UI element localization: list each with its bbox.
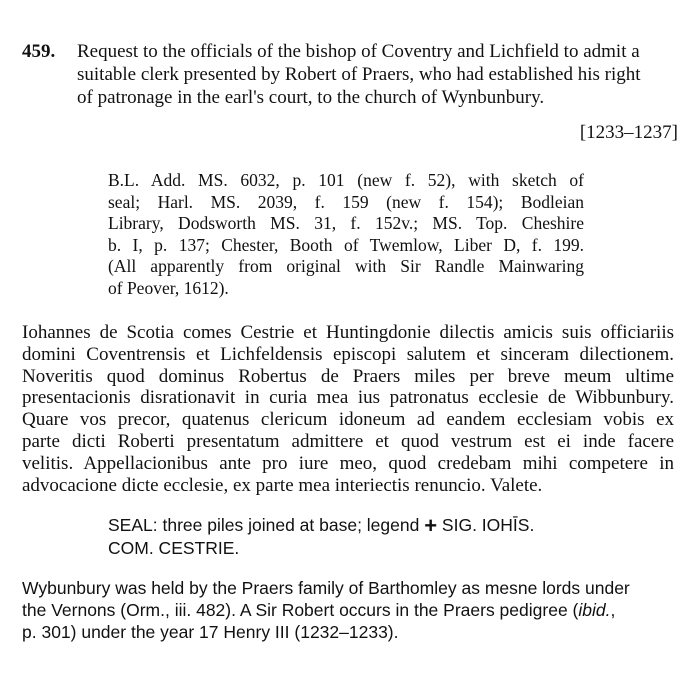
entry-summary-line-2: suitable clerk presented by Robert of Praers, who had established his right xyxy=(77,64,641,85)
latin-line: Noveritis quod dominus Robertus de Praers miles per breve meum ultime xyxy=(22,365,674,387)
cross-icon: + xyxy=(424,513,438,538)
source-line: B.L. Add. MS. 6032, p. 101 (new f. 52), with sketch of xyxy=(108,170,584,190)
source-line: of Peover, 1612). xyxy=(108,277,229,298)
note-line-3: p. 301) under the year 17 Henry III (1232–1233). xyxy=(22,622,399,642)
latin-line: Iohannes de Scotia comes Cestrie et Huntingdonie dilectis amicis suis officiariis xyxy=(22,322,674,343)
source-line: (All apparently from original with Sir Randle Mainwaring xyxy=(108,256,584,276)
note-line-2 xyxy=(22,599,684,621)
entry-summary-line-1: Request to the officials of the bishop of Coventry and Lichfield to admit a xyxy=(77,41,640,62)
latin-line: advocacione dicte ecclesie, ex parte mea interiectis renuncio. Valete. xyxy=(22,474,543,496)
entry-date: [1233–1237] xyxy=(579,122,678,143)
source-line: Library, Dodsworth MS. 31, f. 152v.; MS. Top. Cheshire xyxy=(108,213,584,233)
editorial-note xyxy=(22,577,684,643)
seal-label: SEAL: xyxy=(108,515,158,535)
note-line-2-end: , xyxy=(610,600,616,620)
note-line-1: Wybunbury was held by the Praers family of Barthomley as mesne lords under xyxy=(22,578,630,598)
entry-heading xyxy=(22,40,682,109)
entry-number: 459. xyxy=(22,41,56,62)
source-line: b. I, p. 137; Chester, Booth of Twemlow, Liber D, f. 199. xyxy=(108,234,584,255)
latin-line: velitis. Appellacionibus ante pro iure meo, quod credebam mihi competere in xyxy=(22,452,674,474)
entry-summary-line-3: of patronage in the earl's court, to the church of Wynbunbury. xyxy=(77,87,545,108)
note-line-2-text: the Vernons (Orm., iii. 482). A Sir Robert occurs in the Praers pedigree ( xyxy=(22,600,579,620)
seal-text: three piles joined at base; legend xyxy=(157,515,425,535)
manuscript-sources xyxy=(108,170,584,299)
note-line-2-italic: ibid. xyxy=(578,600,611,620)
source-line: seal; Harl. MS. 2039, f. 159 (new f. 154); Bodleian xyxy=(108,191,584,212)
latin-line: parte dicti Roberti presentatum admittere et quod vestrum est ei inde facere xyxy=(22,430,674,452)
latin-line: Quare vos precor, quatenus clericum idoneum ad eandem ecclesiam vobis ex xyxy=(22,409,674,431)
latin-line: domini Coventrensis et Lichfeldensis episcopi salutem et sinceram dilectionem. xyxy=(22,343,674,365)
seal-legend-part-1: SIG. IOHĪS. xyxy=(437,515,535,535)
seal-description xyxy=(108,514,608,559)
seal-legend-part-2: COM. CESTRIE. xyxy=(108,538,240,558)
latin-charter-text xyxy=(22,322,674,496)
latin-line: presentacionis disrationavit in curia mea ius patronatus ecclesie de Wibbunbury. xyxy=(22,387,674,409)
